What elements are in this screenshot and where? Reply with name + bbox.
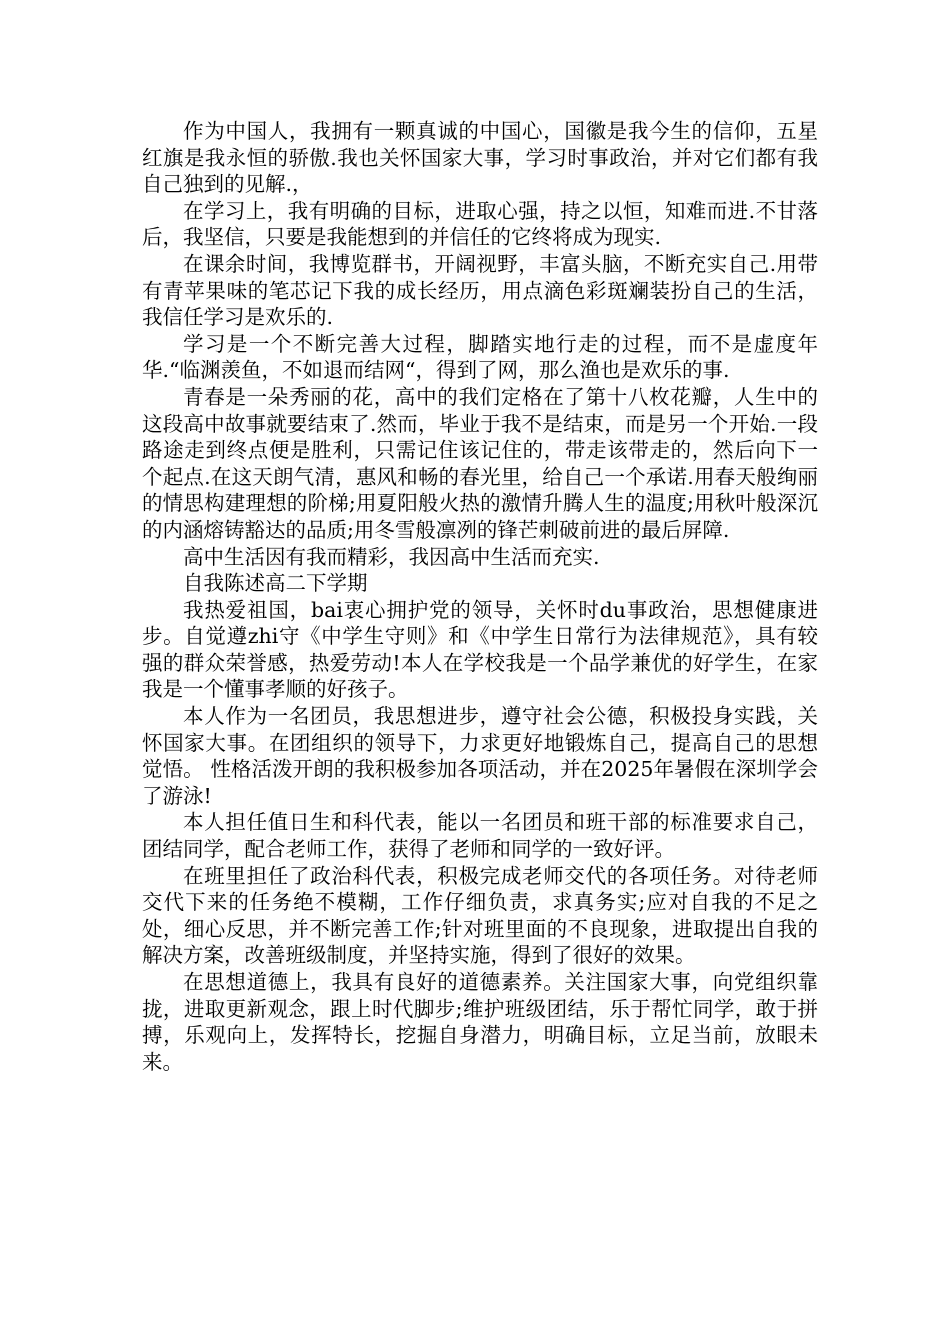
paragraph-5: 青春是一朵秀丽的花，高中的我们定格在了第十八枚花瓣，人生中的这段高中故事就要结束了.然而，毕业于我不是结束，而是另一个开始.一段路途走到终点便是胜利，只需记住该记住的，带走该带走的，然后向下一个起点.在这天朗气清，惠风和畅的春光里，给自己一个承诺.用春天般绚丽的情思构建理想的阶梯;用夏阳般火热的激情升腾人生的温度;用秋叶般深沉的内涵熔铸豁达的品质;用冬雪般凛冽的锋芒刺破前进的最后屏障.: [142, 384, 818, 542]
paragraph-3: 在课余时间，我博览群书，开阔视野，丰富头脑，不断充实自己.用带有青苹果味的笔芯记下我的成长经历，用点滴色彩斑斓装扮自己的生活，我信任学习是欢乐的.: [142, 251, 818, 330]
paragraph-1: 作为中国人，我拥有一颗真诚的中国心，国徽是我今生的信仰，五星红旗是我永恒的骄傲.我也关怀国家大事，学习时事政治，并对它们都有我自己独到的见解.，: [142, 119, 818, 197]
paragraph-9: 本人担任值日生和科代表，能以一名团员和班干部的标准要求自己，团结同学，配合老师工作，获得了老师和同学的一致好评。: [142, 810, 818, 862]
paragraph-11: 在思想道德上，我具有良好的道德素养。关注国家大事，向党组织靠拢，进取更新观念，跟上时代脚步;维护班级团结，乐于帮忙同学，敢于拼搏，乐观向上，发挥特长，挖掘自身潜力，明确目标，立足当前，放眼未来。: [142, 970, 818, 1074]
paragraph-6: 高中生活因有我而精彩，我因高中生活而充实.: [183, 544, 600, 569]
document-body: [142, 118, 818, 1075]
paragraph-8: 本人作为一名团员，我思想进步，遵守社会公德，积极投身实践，关怀国家大事。在团组织的领导下，力求更好地锻炼自己，提高自己的思想觉悟。 性格活泼开朗的我积极参加各项活动，并在2025年暑假在深圳学会了游泳!: [142, 704, 818, 808]
section-heading: 自我陈述高二下学期: [183, 571, 368, 596]
paragraph-4: 学习是一个不断完善大过程，脚踏实地行走的过程，而不是虚度年华.“临渊羡鱼，不如退而结网“，得到了网，那么渔也是欢乐的事.: [142, 331, 818, 383]
paragraph-7: 我热爱祖国，bai衷心拥护党的领导，关怀时du事政治，思想健康进步。自觉遵zhi守《中学生守则》和《中学生日常行为法律规范》，具有较强的群众荣誉感，热爱劳动!本人在学校我是一个品学兼优的好学生，在家我是一个懂事孝顺的好孩子。: [142, 597, 818, 702]
paragraph-2: 在学习上，我有明确的目标，进取心强，持之以恒，知难而进.不甘落后，我坚信，只要是我能想到的并信任的它终将成为现实.: [142, 198, 818, 250]
paragraph-10: 在班里担任了政治科代表，积极完成老师交代的各项任务。对待老师交代下来的任务绝不模糊，工作仔细负责，求真务实;应对自我的不足之处，细心反思，并不断完善工作;针对班里面的不良现象，进取提出自我的解决方案，改善班级制度，并坚持实施，得到了很好的效果。: [142, 863, 818, 968]
